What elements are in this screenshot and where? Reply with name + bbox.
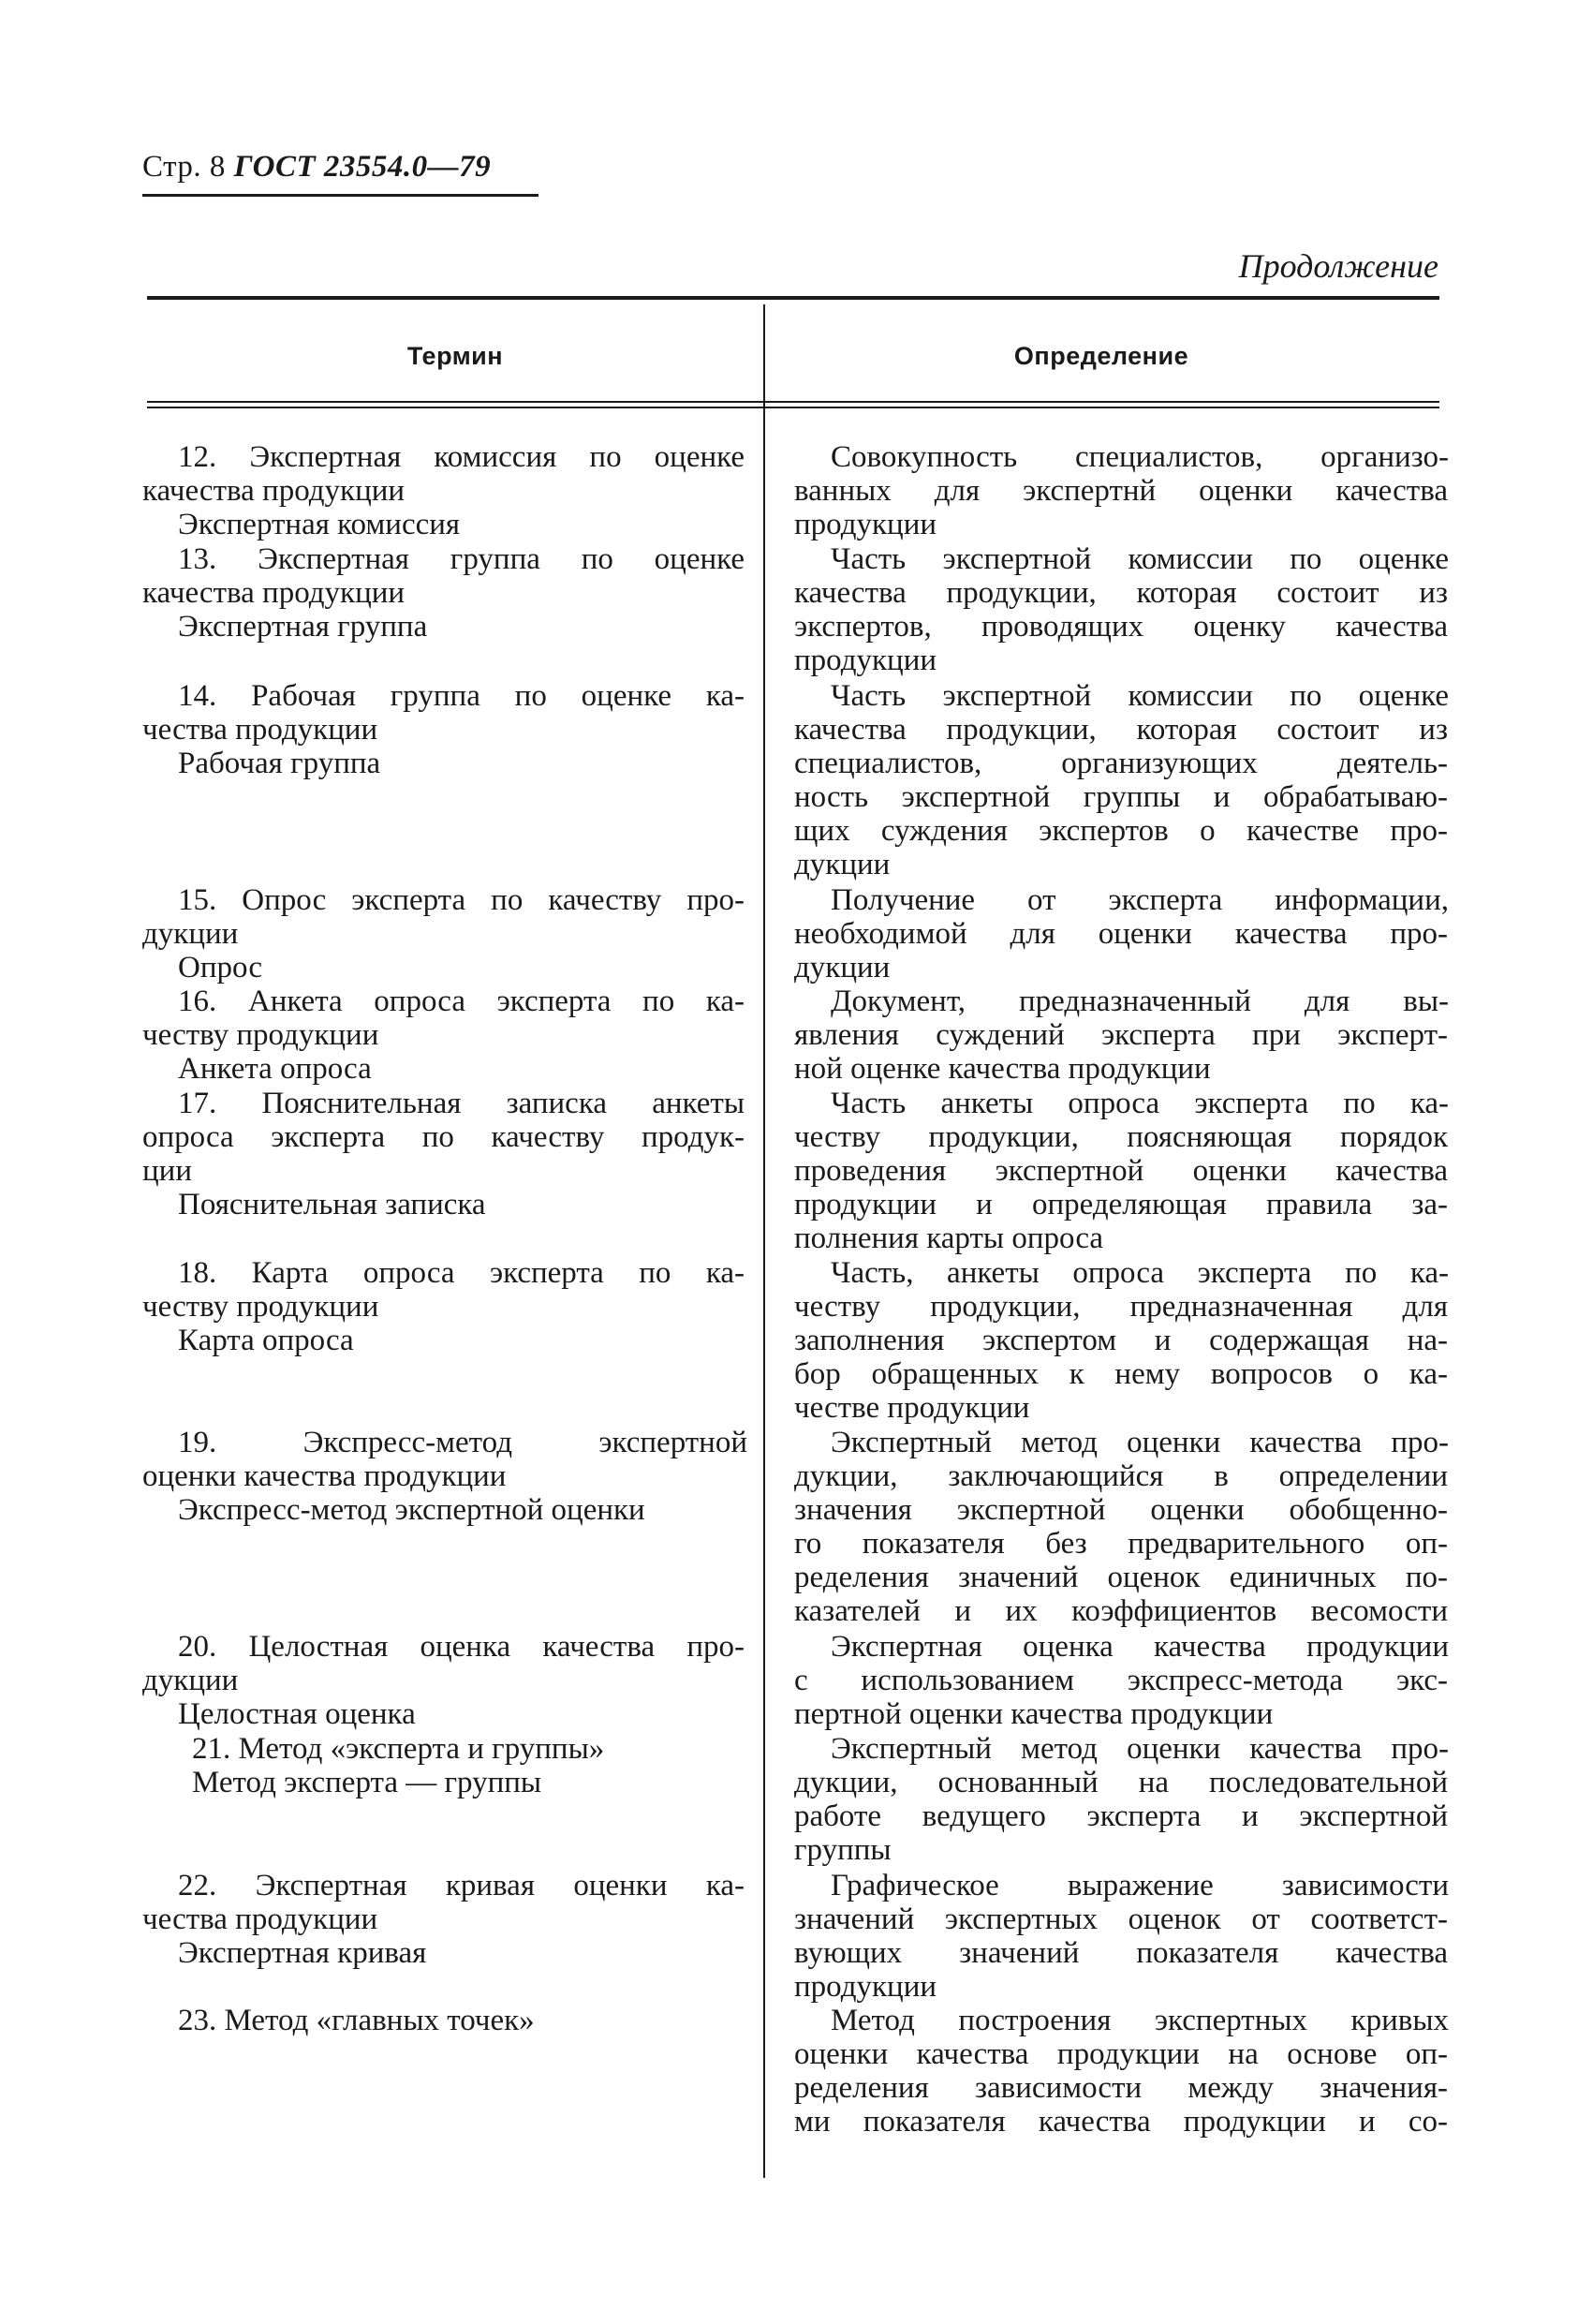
column-header-term: Термин xyxy=(406,342,504,370)
term-12-line: 12. Экспертная комиссия по оценке xyxy=(178,440,745,474)
definition-22-line: Графическое выражение зависимости xyxy=(831,1869,1449,1902)
term-20-line: дукции xyxy=(142,1664,239,1697)
term-17-line: ции xyxy=(142,1154,192,1188)
term-15-line: 15. Опрос эксперта по качеству про- xyxy=(178,883,745,917)
definition-17-line: проведения экспертной оценки качества xyxy=(794,1154,1448,1188)
definition-22-line: значений экспертных оценок от соответст- xyxy=(794,1902,1448,1936)
term-18-line: честву продукции xyxy=(142,1290,379,1324)
header-underline xyxy=(142,194,538,197)
definition-21-line: дукции, основанный на последовательной xyxy=(794,1766,1448,1799)
term-23-line: 23. Метод «главных точек» xyxy=(178,2004,535,2037)
definition-13-line: продукции xyxy=(794,644,937,677)
term-14-short: Рабочая группа xyxy=(178,747,381,780)
definition-14-line: щих суждения экспертов о качестве про- xyxy=(794,814,1448,848)
term-22-short: Экспертная кривая xyxy=(178,1936,427,1970)
continuation-label: Продолжение xyxy=(1238,247,1438,285)
term-19-line: оценки качества продукции xyxy=(142,1459,507,1493)
definition-14-line: специалистов, организующих деятель- xyxy=(794,747,1448,780)
term-12-short: Экспертная комиссия xyxy=(178,508,461,541)
definition-22-line: вующих значений показателя качества xyxy=(794,1936,1448,1970)
term-20-line: 20. Целостная оценка качества про- xyxy=(178,1630,745,1664)
term-15-line: дукции xyxy=(142,917,239,951)
term-20-short: Целостная оценка xyxy=(178,1697,416,1731)
term-16-short: Анкета опроса xyxy=(178,1052,372,1086)
definition-12-line: продукции xyxy=(794,508,937,541)
table-header xyxy=(147,300,1439,403)
term-14-line: 14. Рабочая группа по оценке ка- xyxy=(178,679,745,713)
term-17-line: 17. Пояснительная записка анкеты xyxy=(178,1087,745,1120)
term-16-line: честву продукции xyxy=(142,1018,379,1052)
term-18-short: Карта опроса xyxy=(178,1324,354,1357)
definition-18-line: Часть, анкеты опроса эксперта по ка- xyxy=(831,1256,1449,1290)
definition-12-line: ванных для экспертнй оценки качества xyxy=(794,474,1448,508)
term-13-short: Экспертная группа xyxy=(178,610,428,644)
definition-18-line: заполнения экспертом и содержащая на- xyxy=(794,1324,1448,1357)
definition-13-line: экспертов, проводящих оценку качества xyxy=(794,610,1448,644)
term-15-short: Опрос xyxy=(178,951,262,984)
page-header xyxy=(142,150,491,185)
definition-14-line: Часть экспертной комиссии по оценке xyxy=(831,679,1449,713)
definition-15-line: дукции xyxy=(794,951,891,984)
definition-22-line: продукции xyxy=(794,1970,937,2004)
definition-19-line: значения экспертной оценки обобщенно- xyxy=(794,1493,1448,1527)
definition-19-line: Экспертный метод оценки качества про- xyxy=(831,1426,1449,1459)
definition-19-line: ределения значений оценок единичных по- xyxy=(794,1561,1448,1594)
definition-17-line: полнения карты опроса xyxy=(794,1221,1104,1255)
definition-17-line: Часть анкеты опроса эксперта по ка- xyxy=(831,1087,1449,1120)
definition-18-line: честве продукции xyxy=(794,1391,1030,1425)
table-header-rule xyxy=(147,401,1439,403)
definition-23-line: ми показателя качества продукции и со- xyxy=(794,2105,1448,2139)
definition-13-line: Часть экспертной комиссии по оценке xyxy=(831,542,1449,576)
term-17-line: опроса эксперта по качеству продук- xyxy=(142,1120,745,1154)
term-12-line: качества продукции xyxy=(142,474,406,508)
definition-23-line: оценки качества продукции на основе оп- xyxy=(794,2037,1448,2071)
term-18-line: 18. Карта опроса эксперта по ка- xyxy=(178,1256,745,1290)
definition-18-line: честву продукции, предназначенная для xyxy=(794,1290,1448,1324)
definition-19-line: дукции, заключающийся в определении xyxy=(794,1459,1448,1493)
term-19-line: 19. Экспресс-метод экспертной xyxy=(178,1426,747,1459)
definition-16-line: Документ, предназначенный для вы- xyxy=(831,984,1449,1018)
definition-21-line: Экспертный метод оценки качества про- xyxy=(831,1732,1449,1766)
definition-23-line: Метод построения экспертных кривых xyxy=(831,2004,1449,2037)
definition-12-line: Совокупность специалистов, организо- xyxy=(831,440,1449,474)
term-19-short: Экспресс-метод экспертной оценки xyxy=(178,1493,645,1527)
page-number: Стр. 8 xyxy=(142,150,226,184)
definition-14-line: ность экспертной группы и обрабатываю- xyxy=(794,780,1448,814)
table-header-rule-double xyxy=(147,407,1439,408)
definition-19-line: казателей и их коэффициентов весомости xyxy=(794,1594,1448,1628)
term-21-short: Метод эксперта — группы xyxy=(192,1766,542,1799)
definition-21-line: группы xyxy=(794,1833,892,1867)
term-21-line: 21. Метод «эксперта и группы» xyxy=(192,1732,605,1766)
term-13-line: качества продукции xyxy=(142,576,406,610)
term-14-line: чества продукции xyxy=(142,713,378,747)
term-22-line: 22. Экспертная кривая оценки ка- xyxy=(178,1869,745,1902)
term-13-line: 13. Экспертная группа по оценке xyxy=(178,542,745,576)
definition-20-line: Экспертная оценка качества продукции xyxy=(831,1630,1449,1664)
definition-17-line: продукции и определяющая правила за- xyxy=(794,1188,1448,1221)
definition-18-line: бор обращенных к нему вопросов о ка- xyxy=(794,1357,1448,1391)
definition-16-line: ной оценке качества продукции xyxy=(794,1052,1211,1086)
column-header-definition: Определение xyxy=(1013,342,1189,370)
column-divider xyxy=(763,304,765,2178)
definition-13-line: качества продукции, которая состоит из xyxy=(794,576,1448,610)
term-17-short: Пояснительная записка xyxy=(178,1188,486,1221)
definition-14-line: качества продукции, которая состоит из xyxy=(794,713,1448,747)
definition-21-line: работе ведущего эксперта и экспертной xyxy=(794,1799,1448,1833)
definition-16-line: явления суждений эксперта при эксперт- xyxy=(794,1018,1448,1052)
definition-17-line: честву продукции, поясняющая порядок xyxy=(794,1120,1448,1154)
standard-number: ГОСТ 23554.0—79 xyxy=(233,150,492,184)
definition-20-line: пертной оценки качества продукции xyxy=(794,1697,1274,1731)
term-16-line: 16. Анкета опроса эксперта по ка- xyxy=(178,984,745,1018)
term-22-line: чества продукции xyxy=(142,1902,378,1936)
definition-15-line: Получение от эксперта информации, xyxy=(831,883,1449,917)
definition-20-line: с использованием экспресс-метода экс- xyxy=(794,1664,1448,1697)
definition-14-line: дукции xyxy=(794,848,891,881)
definition-15-line: необходимой для оценки качества про- xyxy=(794,917,1448,951)
definition-23-line: ределения зависимости между значения- xyxy=(794,2071,1448,2105)
definition-19-line: го показателя без предварительного оп- xyxy=(794,1527,1448,1561)
